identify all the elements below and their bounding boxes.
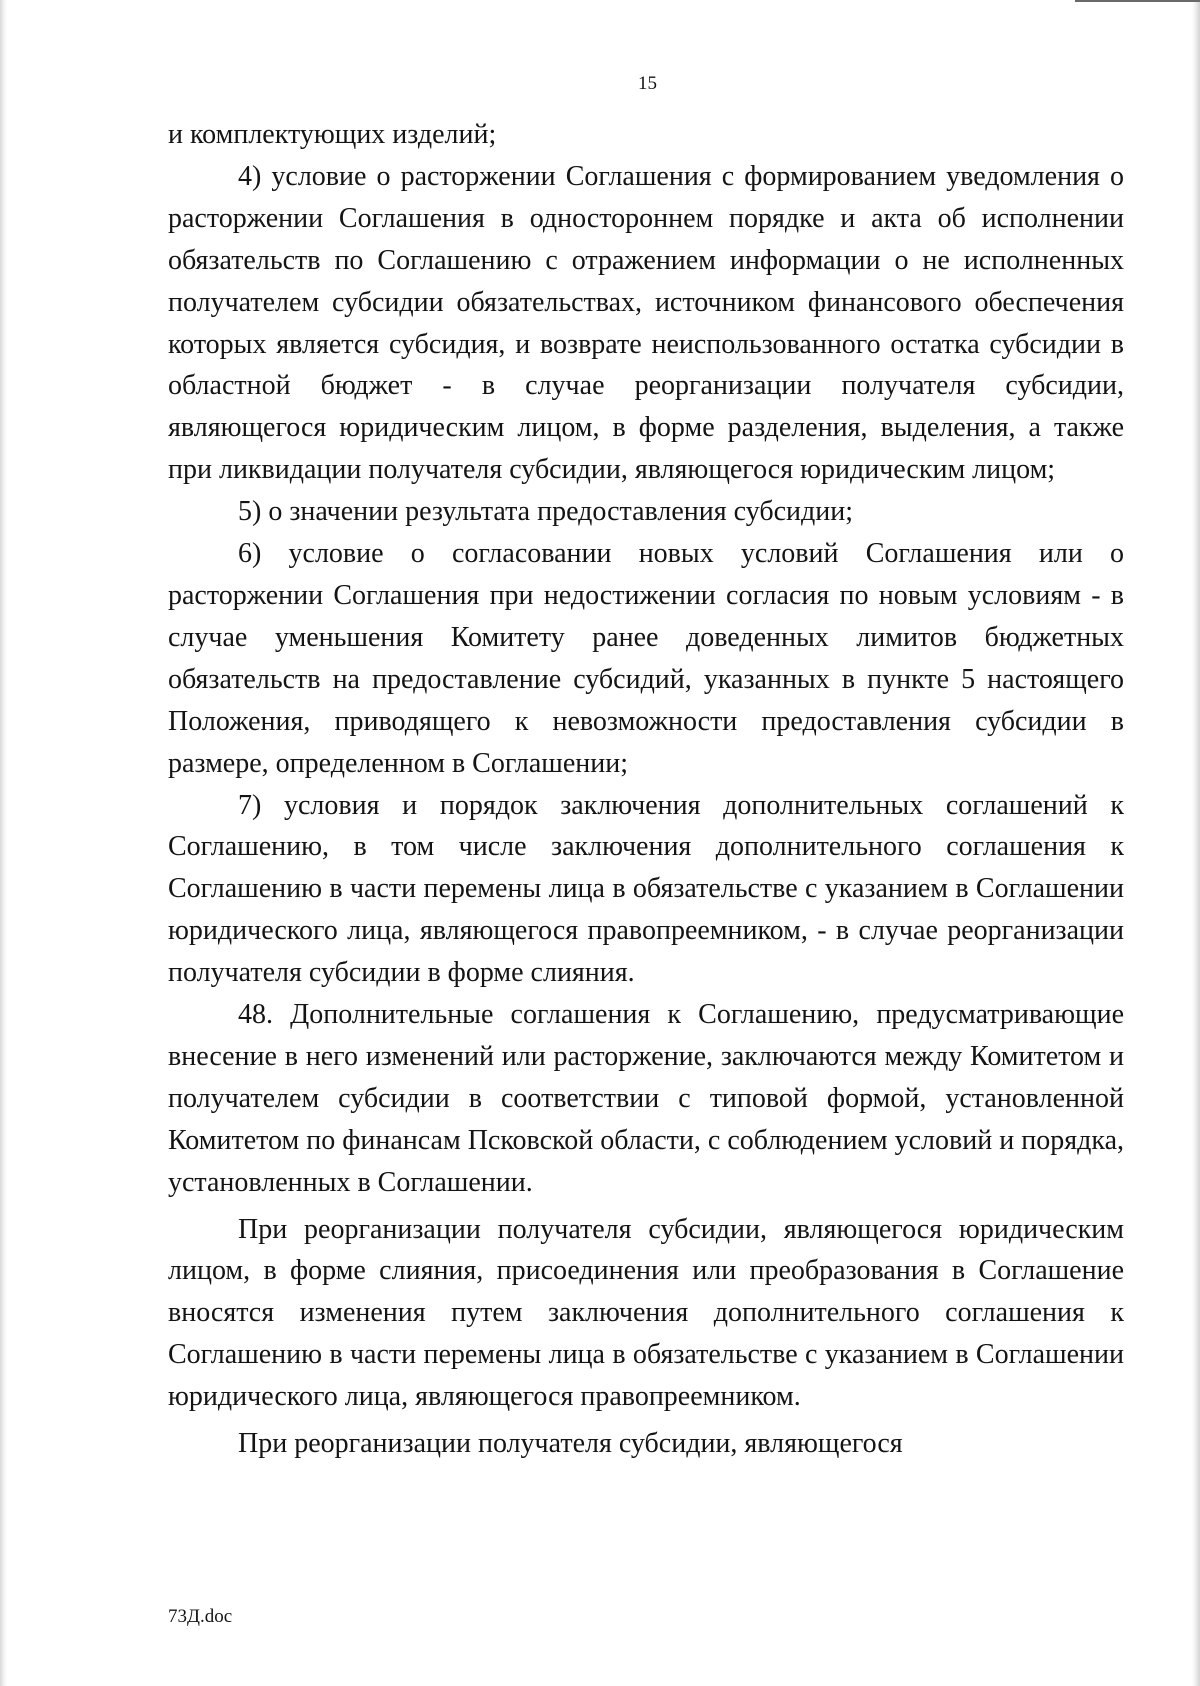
footer-filename: 73Д.doc — [168, 1606, 233, 1627]
paragraph-continuation: и комплектующих изделий; — [168, 119, 497, 150]
paragraph-item-7: 7) условия и порядок заключения дополнительных соглашений к Соглашению, в том числе заключения дополнительного соглашения к Соглашению в части перемены лица в обязательстве с указанием в Соглашении юридического лица, являющегося правопреемником, - в случае реорганизации получателя субсидии в форме слияния. — [168, 789, 1124, 989]
paragraph-item-4: 4) условие о расторжении Соглашения с формированием уведомления о расторжении Соглашения в одностороннем порядке и акта об исполнении обязательств по Соглашению с отражением информации о не исполненных получателем субсидии обязательствах, источником финансового обеспечения которых является субсидия, и возврате неиспользованного остатка субсидии в областной бюджет - в случае реорганизации получателя субсидии, являющегося юридическим лицом, в форме разделения, выделения, а также при ликвидации получателя субсидии, являющегося юридическим лицом; — [168, 160, 1124, 486]
page-number: 15 — [638, 73, 657, 94]
paragraph-item-6: 6) условие о согласовании новых условий Соглашения или о расторжении Соглашения при недостижении согласия по новым условиям - в случае уменьшения Комитету ранее доведенных лимитов бюджетных обязательств на предоставление субсидий, указанных в пункте 5 настоящего Положения, приводящего к невозможности предоставления субсидии в размере, определенном в Соглашении; — [168, 538, 1124, 779]
document-body — [168, 114, 1124, 1465]
scan-edge-right — [1192, 0, 1200, 1686]
paragraph-reorganization-continued: При реорганизации получателя субсидии, являющегося — [238, 1428, 903, 1460]
paragraph-item-5: 5) о значении результата предоставления субсидии; — [238, 496, 853, 528]
scan-edge-left — [0, 0, 7, 1686]
paragraph-reorganization-merger: При реорганизации получателя субсидии, являющегося юридическим лицом, в форме слияния, присоединения или преобразования в Соглашение вносятся изменения путем заключения дополнительного соглашения к Соглашению в части перемены лица в обязательстве с указанием в Соглашении юридического лица, являющегося правопреемником. — [168, 1213, 1124, 1413]
paragraph-section-48: 48. Дополнительные соглашения к Соглашению, предусматривающие внесение в него изменений или расторжение, заключаются между Комитетом и получателем субсидии в соответствии с типовой формой, установленной Комитетом по финансам Псковской области, с соблюдением условий и порядка, установленных в Соглашении. — [168, 999, 1124, 1198]
scan-line-top — [1075, 0, 1200, 2]
